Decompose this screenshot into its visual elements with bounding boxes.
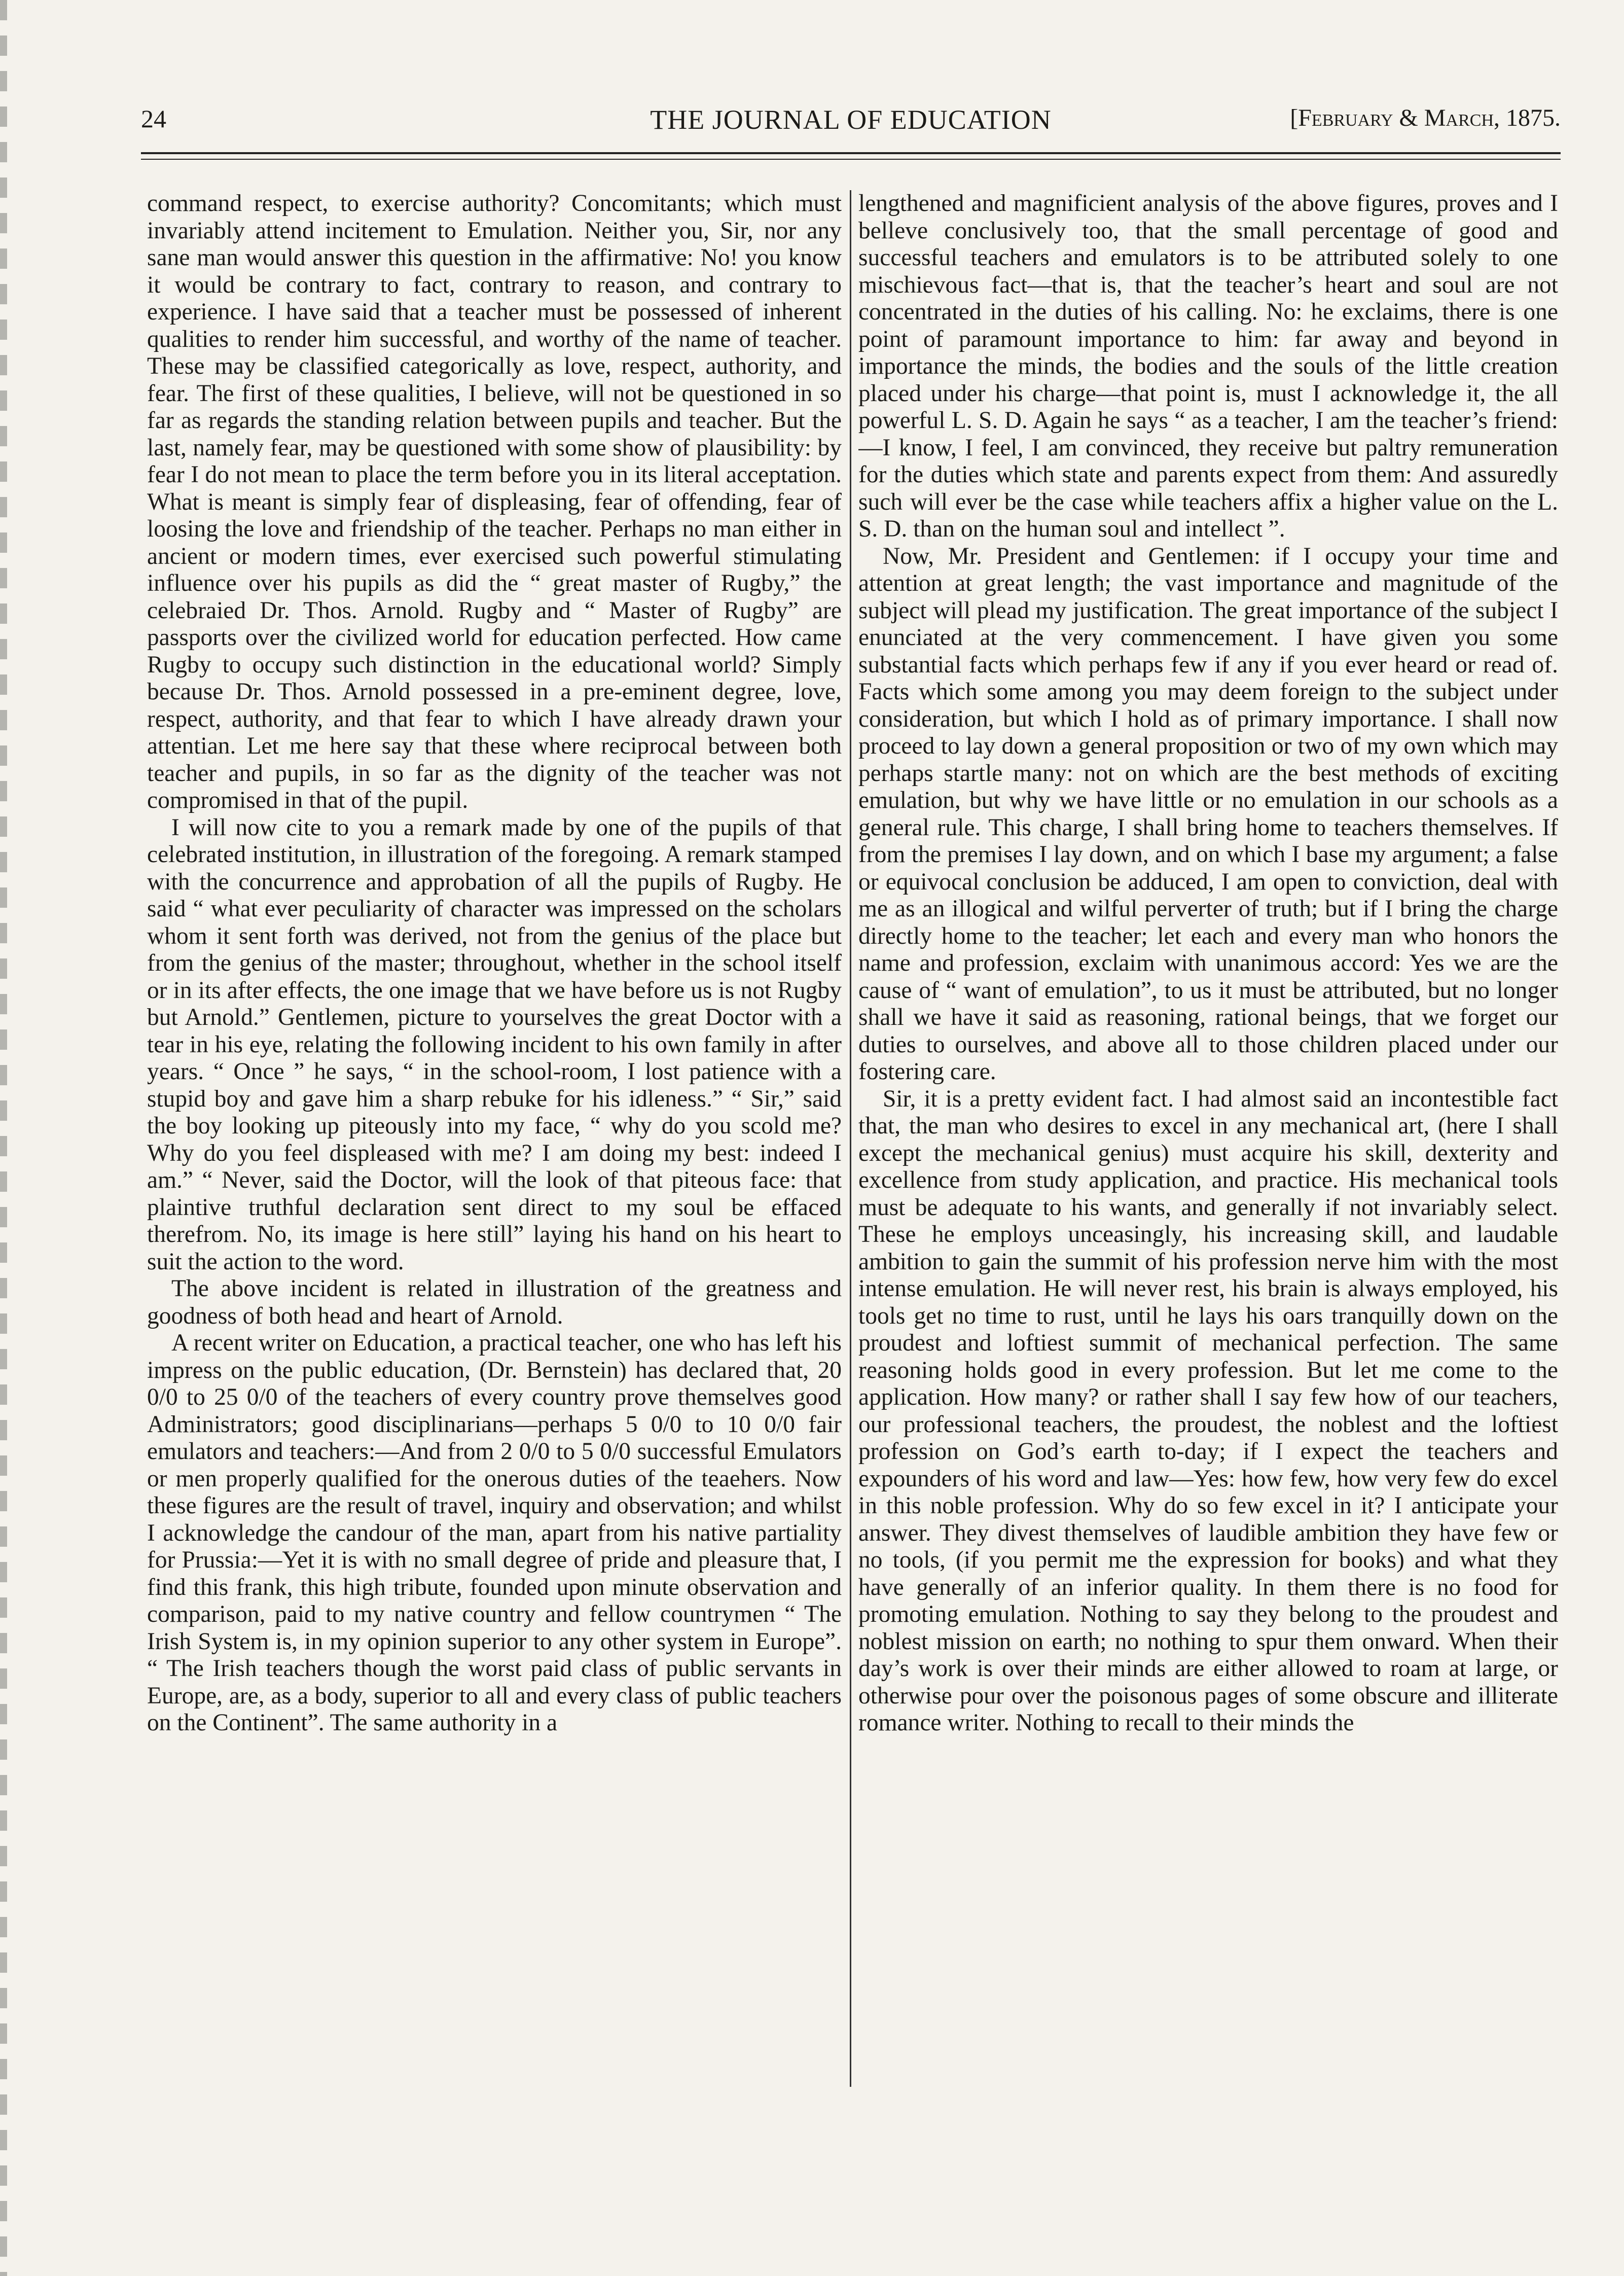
right-column bbox=[858, 190, 1558, 2087]
paragraph: lengthened and magnificient analysis of the above figures, proves and I belleve conclusively too, that the small percentage of good and successful teachers and emulators is to be attributed solely to one mischievous fact—that is, that the teacher’s heart and soul are not concentrated in the duties of his calling. No: he exclaims, there is one point of paramount importance to him: far away and beyond in importance the minds, the bodies and the souls of the little creation placed under his charge—that point is, must I acknowledge it, the all powerful L. S. D. Again he says “ as a teacher, I am the teacher’s friend: —I know, I feel, I am convinced, they receive but paltry remuneration for the duties which state and parents expect from them: And assuredly such will ever be the case while teachers affix a higher value on the L. S. D. than on the human soul and intellect ”. bbox=[858, 190, 1558, 542]
issue-date: [February & March, 1875. bbox=[1290, 104, 1561, 131]
header-rule-thick bbox=[141, 152, 1561, 154]
journal-title: THE JOURNAL OF EDUCATION bbox=[650, 104, 1052, 135]
page-edge bbox=[0, 0, 7, 2276]
paragraph: A recent writer on Education, a practical teacher, one who has left his impress on the public education, (Dr. Bernstein) has declared that, 20 0/0 to 25 0/0 of the teachers of every country prove themselves good Administrators; good disciplinarians—perhaps 5 0/0 to 10 0/0 fair emulators and teachers:—And from 2 0/0 to 5 0/0 successful Emulators or men properly qualified for the onerous duties of the teaehers. Now these figures are the result of travel, inquiry and observation; and whilst I acknowledge the candour of the man, apart from his native partiality for Prussia:—Yet it is with no small degree of pride and pleasure that, I find this frank, this high tribute, founded upon minute observation and comparison, paid to my native country and fellow countrymen “ The Irish System is, in my opinion superior to any other system in Europe”. “ The Irish teachers though the worst paid class of public servants in Europe, are, as a body, superior to all and every class of public teachers on the Continent”. The same authority in a bbox=[147, 1330, 842, 1736]
paragraph: command respect, to exercise authority? Concomitants; which must invariably attend incitement to Emulation. Neither you, Sir, nor any sane man would answer this question in the affirmative: No! you know it would be contrary to fact, contrary to reason, and contrary to experience. I have said that a teacher must be possessed of inherent qualities to render him successful, and worthy of the name of teacher. These may be classified categorically as love, respect, authority, and fear. The first of these qualities, I believe, will not be questioned in so far as regards the standing relation between pupils and teacher. But the last, namely fear, may be questioned with some show of plausibility: by fear I do not mean to place the term before you in its literal acceptation. What is meant is simply fear of displeasing, fear of offending, fear of loosing the love and friendship of the teacher. Perhaps no man either in ancient or modern times, ever exercised such powerful stimulating influence over his pupils as did the “ great master of Rugby,” the celebraied Dr. Thos. Arnold. Rugby and “ Master of Rugby” are passports over the civilized world for education perfected. How came Rugby to occupy such distinction in the educational world? Simply because Dr. Thos. Arnold possessed in a pre-eminent degree, love, respect, authority, and that fear to which I have already drawn your attentian. Let me here say that these where reciprocal between both teacher and pupils, in so far as the dignity of the teacher was not compromised in that of the pupil. bbox=[147, 190, 842, 813]
running-header bbox=[141, 104, 1561, 150]
paragraph: The above incident is related in illustration of the greatness and goodness of both head and heart of Arnold. bbox=[147, 1275, 842, 1329]
paragraph: Now, Mr. President and Gentlemen: if I occupy your time and attention at great length; the vast importance and magnitude of the subject will plead my justification. The great importance of the subject I enunciated at the very commencement. I have given you some substantial facts which perhaps few if any if you ever heard or read of. Facts which some among you may deem foreign to the subject under consideration, but which I hold as of primary importance. I shall now proceed to lay down a general proposition or two of my own which may perhaps startle many: not on which are the best methods of exciting emulation, but why we have little or no emulation in our schools as a general rule. This charge, I shall bring home to teachers themselves. If from the premises I lay down, and on which I base my argument; a false or equivocal conclusion be adduced, I am open to conviction, deal with me as an illogical and wilful perverter of truth; but if I bring the charge directly home to the teacher; let each and every man who honors the name and profession, exclaim with unanimous accord: Yes we are the cause of “ want of emulation”, to us it must be attributed, but no longer shall we have it said as reasoning, rational beings, that we forget our duties to ourselves, and above all to those children placed under our fostering care. bbox=[858, 543, 1558, 1085]
paragraph: I will now cite to you a remark made by one of the pupils of that celebrated institution, in illustration of the foregoing. A remark stamped with the concurrence and approbation of all the pupils of Rugby. He said “ what ever peculiarity of character was impressed on the scholars whom it sent forth was derived, not from the genius of the place but from the genius of the master; throughout, whether in the school itself or in its after effects, the one image that we have before us is not Rugby but Arnold.” Gentlemen, picture to yourselves the great Doctor with a tear in his eye, relating the following incident to his own family in after years. “ Once ” he says, “ in the school-room, I lost patience with a stupid boy and gave him a sharp rebuke for his idleness.” “ Sir,” said the boy looking up piteously into my face, “ why do you scold me? Why do you feel displeased with me? I am doing my best: indeed I am.” “ Never, said the Doctor, will the look of that piteous face: that plaintive truthful declaration sent direct to my soul be effaced therefrom. No, its image is here still” laying his hand on his heart to suit the action to the word. bbox=[147, 814, 842, 1275]
left-column bbox=[147, 190, 842, 2087]
header-rule-thin bbox=[141, 159, 1561, 160]
column-divider bbox=[850, 190, 851, 2087]
page-number: 24 bbox=[141, 104, 166, 133]
paragraph: Sir, it is a pretty evident fact. I had almost said an incontestible fact that, the man who desires to excel in any mechanical art, (here I shall except the mechanical genius) must acquire his skill, dexterity and excellence from study application, and practice. His mechanical tools must be adequate to his wants, and generally if not invariably select. These he employs unceasingly, his increasing skill, and laudable ambition to gain the summit of his profession nerve him with the most intense emulation. He will never rest, his brain is always employed, his tools get no time to rust, until he lays his oars tranquilly down on the proudest and loftiest summit of mechanical perfection. The same reasoning holds good in every profession. But let me come to the application. How many? or rather shall I say few how of our teachers, our professional teachers, the proudest, the noblest and the loftiest profession on God’s earth to-day; if I expect the teachers and expounders of his word and law—Yes: how few, how very few do excel in this noble profession. Why do so few excel in it? I anticipate your answer. They divest themselves of laudible ambition they have few or no tools, (if you permit me the expression for books) and what they have generally of an inferior quality. In them there is no food for promoting emulation. Nothing to say they belong to the proudest and noblest mission on earth; no nothing to spur them onward. When their day’s work is over their minds are either allowed to roam at large, or otherwise pour over the poisonous pages of some obscure and illiterate romance writer. Nothing to recall to their minds the bbox=[858, 1085, 1558, 1736]
